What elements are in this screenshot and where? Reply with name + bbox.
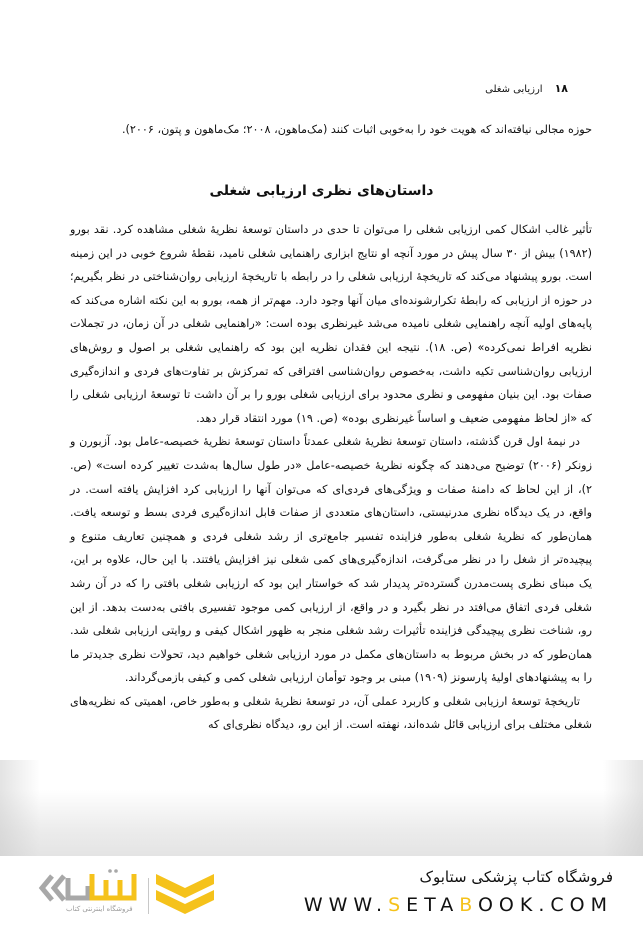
url-part: ETA: [406, 894, 460, 916]
logo-subtitle: فروشگاه اینترنتی کتاب: [66, 905, 133, 913]
section-heading: داستان‌های نظری ارزیابی شغلی: [209, 183, 434, 199]
section-body: [70, 218, 592, 737]
paragraph: تاریخچهٔ توسعهٔ ارزیابی شغلی و کاربرد عملی آن، در توسعهٔ نظریهٔ شغلی و به‌طور خاص، اهمیتی که نظریه‌های شغلی مختلف برای ارزیابی قائل شده‌اند، نهفته است. از این رو، دیدگاه نظری‌ای که: [70, 694, 592, 732]
setabook-logo[interactable]: [30, 868, 210, 918]
chapter-title: ارزیابی شغلی: [485, 84, 543, 95]
store-name: فروشگاه کتاب پزشکی ستابوک: [419, 868, 613, 886]
logo-divider: [148, 878, 149, 914]
url-part: WWW.: [303, 894, 389, 916]
page-number: ۱۸: [554, 82, 568, 95]
url-accent-letter: S: [388, 894, 407, 916]
paragraph: تأثیر غالب اشکال کمی ارزیابی شغلی را می‌توان تا حدی در داستان توسعهٔ نظریهٔ شغلی مشاهده کرد. نقد بورو (۱۹۸۲) بیش از ۳۰ سال پیش در مورد آنچه او نتایج ابزاری راهنمایی شغلی نامید، نقطهٔ شروع خوبی در این زمینه است. بورو پیشنهاد می‌کند که تاریخچهٔ ارزیابی شغلی را در رابطه با تاریخچهٔ ارزیابی روان‌شناختی در نظر بگیریم؛ در حوزه از ارزیابی که رابطهٔ تکرارشونده‌ای میان آنها وجود دارد. مهم‌تر از همه، بورو به این نکته اشاره می‌کند که پایه‌های اولیه آنچه راهنمایی شغلی نامیده می‌شد غیرنظری بوده است: «راهنمایی شغلی در آن زمان، در تجملات نظریه افراط نمی‌کرده» (ص. ۱۸). نتیجه این فقدان نظریه این بود که راهنمایی شغلی بر اصول و روش‌های ارزیابی روان‌شناسی تکیه داشت، به‌خصوص روان‌شناسی افتراقی که تمرکزش بر تفاوت‌های فردی و اندازه‌گیری صفات بود. این بنیان مفهومی و نظری محدود برای ارزیابی شغلی بورو را بر آن داشت تا توسعهٔ ارزیابی شغلی را که «از لحاظ مفهومی ضعیف و اساساً غیرنظری بوده» (ص. ۱۹) مورد انتقاد قرار دهد.: [70, 223, 592, 425]
chevron-logo-icon: [154, 870, 216, 918]
url-part: OOK.COM: [477, 894, 613, 916]
store-banner[interactable]: [0, 856, 643, 926]
paragraph: در نیمهٔ اول قرن گذشته، داستان توسعهٔ نظریهٔ شغلی عمدتاً داستان توسعهٔ نظریهٔ خصیصه-عامل بود. آزبورن و زونکر (۲۰۰۶) توضیح می‌دهند که چگونه نظریهٔ خصیصه-عامل «در طول سال‌ها به‌شدت تغییر کرده است» (ص. ۲)، از این لحاظ که دامنهٔ صفات و ویژگی‌های فردی‌ای که می‌توان آنها را ارزیابی کرد افزایش یافته است. در واقع، در یک دیدگاه نظری مدرنیستی، داستان‌های متعددی از صفات قابل اندازه‌گیری فردی بسط و توسعه یافت. همان‌طور که نظریهٔ شغلی به‌طور فزاینده تفسیر جامع‌تری از رشد شغلی فردی و همچنین تعاریف متنوع و پیچیده‌تر از شغل را در نظر می‌گرفت، اندازه‌گیری‌های کمی شغلی نیز افزایش یافتند. با این حال، علاوه بر این، یک مبنای نظری پست‌مدرن گسترده‌تر پدیدار شد که خواستار این بود که ارزیابی شغلی بافتی را که در آن رشد شغلی فردی اتفاق می‌افتد در نظر بگیرد و در واقع، از ارزیابی کمی موجود تفسیری بافتی به‌دست بدهد. از این رو، شناخت نظری پیچیدگی فزاینده تأثیرات رشد شغلی منجر به ظهور اشکال کیفی و روایتی ارزیابی شغلی شد. همان‌طور که در بخش مربوط به داستان‌های مکمل در مورد ارزیابی شغلی خواهیم دید، تحولات نظری جدیدتر ما را به پیشنهادهای اولیهٔ پارسونز (۱۹۰۹) مبنی بر وجود توأمان ارزیابی شغلی کمی و کیفی بازمی‌گرداند.: [70, 435, 592, 685]
intro-paragraph: [70, 118, 592, 142]
paragraph: حوزه مجالی نیافته‌اند که هویت خود را به‌خوبی اثبات کنند (مک‌ماهون، ۲۰۰۸؛ مک‌ماهون و پتون، ۲۰۰۶).: [121, 123, 592, 136]
url-accent-letter: B: [459, 894, 478, 916]
running-head: [485, 82, 568, 95]
store-url-link[interactable]: [304, 894, 613, 916]
